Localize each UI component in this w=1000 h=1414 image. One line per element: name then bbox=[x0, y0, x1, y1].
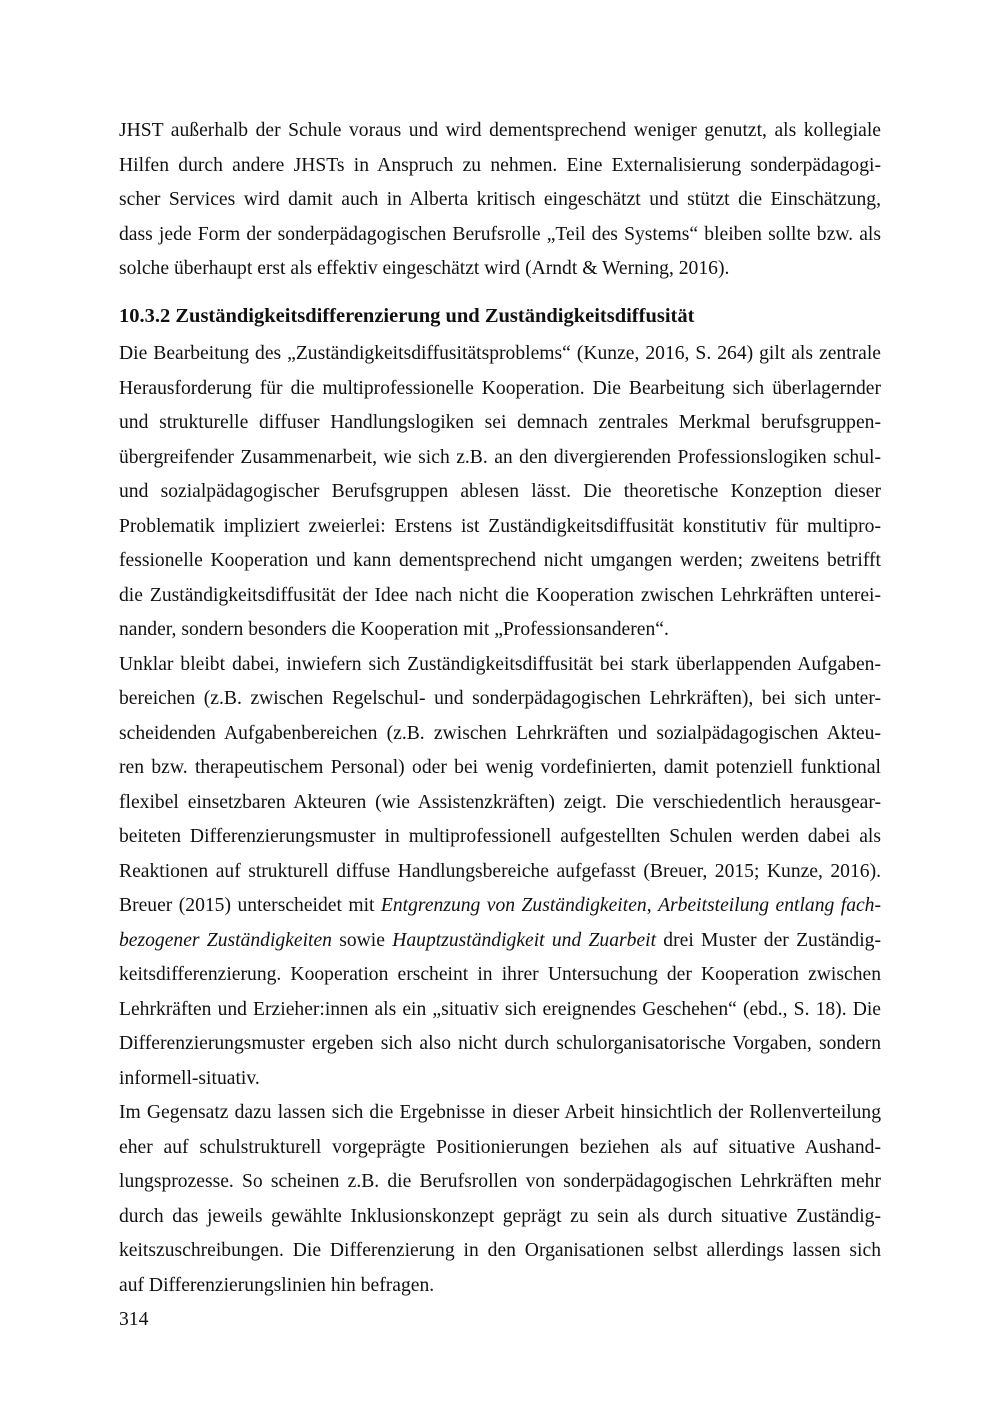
text-line: nander, sondern besonders die Kooperation mit „Professionsanderen“. bbox=[119, 619, 669, 640]
text-line: die Zuständigkeitsdiffusität der Idee nach nicht die Kooperation zwischen Lehrkräften unterei- bbox=[119, 584, 881, 606]
text-line: solche überhaupt erst als effektiv eingeschätzt wird (Arndt & Werning, 2016). bbox=[119, 258, 730, 279]
text-line: Hilfen durch andere JHSTs in Anspruch zu nehmen. Eine Externalisierung sonderpädagogi- bbox=[119, 154, 881, 176]
text-line: Im Gegensatz dazu lassen sich die Ergebnisse in dieser Arbeit hinsichtlich der Rollenverteilung bbox=[119, 1102, 881, 1123]
text-line: und sozialpädagogischer Berufsgruppen ablesen lässt. Die theoretische Konzeption dieser bbox=[119, 481, 881, 502]
text-segment: sowie bbox=[331, 929, 393, 951]
text-line: Problematik impliziert zweierlei: Erstens ist Zuständigkeitsdiffusität konstitutiv für multipro- bbox=[119, 515, 881, 537]
text-line: fessionelle Kooperation und kann dementsprechend nicht umgangen werden; zweitens betrifft bbox=[119, 550, 881, 571]
text-segment: Breuer (2015) unterscheidet mit bbox=[119, 895, 381, 916]
text-line-breuer bbox=[119, 889, 881, 924]
text-segment: , bbox=[646, 895, 659, 916]
text-line: informell-situativ. bbox=[119, 1067, 260, 1089]
text-line: Differenzierungsmuster ergeben sich also nicht durch schulorganisatorische Vorgaben, sondern bbox=[119, 1033, 881, 1054]
italic-term: Hauptzuständigkeit und Zuarbeit bbox=[392, 929, 657, 951]
paragraph-intro bbox=[119, 337, 881, 1303]
text-line: flexibel einsetzbaren Akteuren (wie Assistenzkräften) zeigt. Die verschiedentlich herausgear- bbox=[119, 791, 881, 813]
paragraph-continuation bbox=[119, 114, 881, 287]
text-line: und strukturelle diffuser Handlungslogiken sei demnach zentrales Merkmal berufsgruppen- bbox=[119, 412, 881, 433]
text-line: lungsprozesse. So scheinen z.B. die Berufsrollen von sonderpädagogischen Lehrkräften mehr bbox=[119, 1171, 881, 1192]
text-line: übergreifender Zusammenarbeit, wie sich z.B. an den divergierenden Professionslogiken schul- bbox=[119, 446, 881, 468]
text-line: durch das jeweils gewählte Inklusionskonzept geprägt zu sein als durch situative Zuständig- bbox=[119, 1205, 881, 1227]
italic-term: Entgrenzung von Zuständigkeiten bbox=[380, 895, 647, 916]
text-line: Reaktionen auf strukturell diffuse Handlungsbereiche aufgefasst (Breuer, 2015; Kunze, 2016). bbox=[119, 860, 881, 882]
text-line: Die Bearbeitung des „Zuständigkeitsdiffusitätsproblems“ (Kunze, 2016, S. 264) gilt als zentrale bbox=[119, 343, 881, 364]
italic-term: Arbeitsteilung entlang fach- bbox=[658, 895, 882, 916]
text-line: ren bzw. therapeutischem Personal) oder bei wenig vordefinierten, damit potenziell funktional bbox=[119, 757, 881, 778]
text-line: scher Services wird damit auch in Alberta kritisch eingeschätzt und stützt die Einschätzung, bbox=[119, 189, 881, 210]
text-line: Herausforderung für die multiprofessionelle Kooperation. Die Bearbeitung sich überlagernder bbox=[119, 377, 881, 399]
text-line: eher auf schulstrukturell vorgeprägte Positionierungen beziehen als auf situative Aushand- bbox=[119, 1136, 881, 1158]
page-number: 314 bbox=[119, 1309, 149, 1330]
text-line: beiteten Differenzierungsmuster in multiprofessionell aufgestellten Schulen werden dabei als bbox=[119, 826, 881, 847]
italic-term: bezogener Zuständigkeiten bbox=[119, 929, 332, 951]
text-line-breuer-2 bbox=[119, 924, 881, 959]
text-line: Unklar bleibt dabei, inwiefern sich Zuständigkeitsdiffusität bei stark überlappenden Aufgaben- bbox=[119, 653, 881, 675]
text-line: keitszuschreibungen. Die Differenzierung in den Organisationen selbst allerdings lassen sich bbox=[119, 1240, 881, 1261]
text-line: keitsdifferenzierung. Kooperation erscheint in ihrer Untersuchung der Kooperation zwischen bbox=[119, 964, 881, 985]
text-line: dass jede Form der sonderpädagogischen Berufsrolle „Teil des Systems“ bleiben sollte bzw. als bbox=[119, 223, 881, 245]
text-segment: drei Muster der Zuständig- bbox=[656, 929, 881, 951]
text-line: scheidenden Aufgabenbereichen (z.B. zwischen Lehrkräften und sozialpädagogischen Akteu- bbox=[119, 722, 881, 744]
text-line: Lehrkräften und Erzieher:innen als ein „situativ sich ereignendes Geschehen“ (ebd., S. 18). Die bbox=[119, 998, 881, 1020]
text-line: bereichen (z.B. zwischen Regelschul- und sonderpädagogischen Lehrkräften), bei sich unter- bbox=[119, 688, 881, 709]
section-heading: 10.3.2 Zuständigkeitsdifferenzierung und Zuständigkeitsdiffusität bbox=[119, 305, 695, 327]
text-line: auf Differenzierungslinien hin befragen. bbox=[119, 1274, 435, 1296]
text-line: JHST außerhalb der Schule voraus und wird dementsprechend weniger genutzt, als kollegiale bbox=[119, 120, 881, 141]
